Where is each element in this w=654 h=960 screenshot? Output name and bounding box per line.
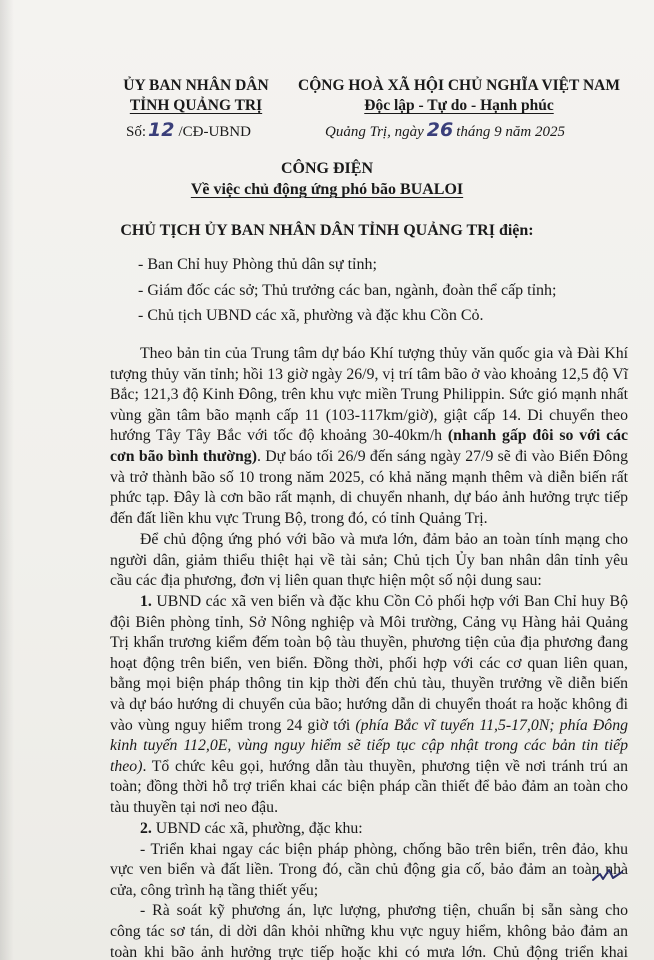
doc-number-suffix: /CĐ-UBND bbox=[178, 124, 251, 140]
document-number bbox=[126, 119, 251, 141]
text-run: hướng Tây Tây Bắc với tốc độ khoảng 30-40km/h bbox=[110, 427, 448, 445]
text-line: đến đất liền khu vực Trung Bộ, trong đó, có tỉnh Quảng Trị. bbox=[110, 509, 488, 527]
document-date bbox=[325, 119, 565, 141]
body-item-2 bbox=[110, 819, 628, 960]
text-line: người dân, giảm thiểu thiệt hại về tài sản; Chủ tịch Ủy ban nhân dân tỉnh yêu bbox=[110, 551, 628, 569]
text-line: Trị khẩn trương kiểm đếm toàn bộ tàu thuyền, phương tiện của địa phương đang bbox=[110, 634, 628, 652]
text-line: và dự báo hướng di chuyển của bão; hướng dẫn di chuyển thoát ra hoặc không đi bbox=[110, 695, 628, 713]
text-line bbox=[110, 426, 628, 447]
initials-mark bbox=[591, 866, 625, 884]
text-line: và trở thành bão số 10 trong năm 2025, có khả năng mạnh thêm và diễn biến rất bbox=[110, 468, 628, 486]
recipient-item: - Ban Chỉ huy Phòng thủ dân sự tỉnh; bbox=[138, 256, 377, 273]
bold-emphasis: cơn bão bình thường) bbox=[110, 447, 257, 465]
doc-number-handwritten: 12 bbox=[148, 119, 175, 141]
text-line bbox=[110, 819, 628, 840]
body-item-1 bbox=[110, 592, 628, 819]
document-subtitle-text: Về việc chủ động ứng phó bão BUALOI bbox=[190, 181, 464, 198]
text-line: đội Biên phòng tỉnh, Sở Nông nghiệp và Môi trường, Cảng vụ Hàng hải Quảng bbox=[110, 613, 628, 631]
republic-motto bbox=[282, 96, 636, 116]
text-line: - Rà soát kỹ phương án, lực lượng, phương tiện, chuẩn bị sẵn sàng cho bbox=[140, 902, 628, 920]
text-line bbox=[110, 757, 628, 778]
bold-emphasis: (nhanh gấp đôi so với các bbox=[447, 427, 628, 445]
text-line: tàu thuyền tại nơi neo đậu. bbox=[110, 798, 279, 816]
body-paragraph-forecast bbox=[110, 344, 628, 529]
text-run: . Dự báo tối 26/9 đến sáng ngày 27/9 sẽ đi vào Biển Đông bbox=[256, 447, 629, 465]
text-line: Bắc; 121,3 độ Kinh Đông, trên khu vực miền Trung Philippin. Sức gió mạnh nhất bbox=[110, 386, 628, 404]
recipient-item: - Giám đốc các sở; Thủ trưởng các ban, ngành, đoàn thể cấp tỉnh; bbox=[138, 282, 557, 299]
item-number: 2. bbox=[140, 820, 152, 837]
text-line: kinh tuyến 112,0E, vùng nguy hiểm sẽ tiếp tục cập nhật trong các bản tin tiếp bbox=[110, 737, 628, 755]
text-line: toàn khi bão ảnh hưởng trực tiếp hoặc khi có mưa lớn. Chủ động triển khai bbox=[110, 943, 628, 960]
doc-number-prefix: Số: bbox=[126, 124, 147, 140]
text-line: vùng gần tâm bão mạnh cấp 11 (103-117km/giờ), giật cấp 14. Di chuyển theo bbox=[110, 406, 628, 424]
text-run: vào vùng nguy hiểm trong 24 giờ tới bbox=[110, 716, 356, 734]
text-line bbox=[110, 447, 628, 468]
italic-note: (phía Bắc vĩ tuyến 11,5-17,0N; phía Đông bbox=[355, 716, 628, 734]
text-run: UBND các xã ven biển và đặc khu Cồn Cỏ phối hợp với Ban Chỉ huy Bộ bbox=[151, 593, 628, 610]
page-edge-shadow bbox=[0, 0, 14, 960]
text-line bbox=[110, 716, 628, 737]
body-paragraph-request bbox=[110, 530, 628, 592]
text-line: tượng thủy văn tỉnh; hồi 13 giờ ngày 26/9, vị trí tâm bão ở vào khoảng 12,5 độ Vĩ bbox=[110, 365, 628, 383]
text-line: cầu các địa phương, đơn vị liên quan thực hiện một số nội dung sau: bbox=[110, 572, 542, 590]
text-line: toàn; đồng thời hỗ trợ triển khai các biện pháp cần thiết để bảo đảm an toàn cho bbox=[110, 778, 628, 796]
item-number: 1. bbox=[140, 593, 152, 610]
italic-note: theo) bbox=[110, 757, 143, 775]
republic-title: CỘNG HOÀ XÃ HỘI CHỦ NGHĨA VIỆT NAM bbox=[298, 77, 620, 94]
text-line: - Triển khai ngay các biện pháp phòng, chống bão trên biển, trên đảo, khu bbox=[140, 840, 628, 858]
text-line: cửa, công trình hạ tầng thiết yếu; bbox=[110, 881, 319, 899]
date-day-handwritten: 26 bbox=[426, 119, 454, 141]
text-line: Để chủ động ứng phó với bão và mưa lớn, đảm bảo an toàn tính mạng cho bbox=[140, 531, 628, 548]
republic-motto-text: Độc lập - Tự do - Hạnh phúc bbox=[364, 97, 554, 114]
text-line: hoạt động trên biển, ven biển. Đồng thời, phối hợp với các cơ quan liên quan, bbox=[110, 654, 628, 672]
text-line: bằng mọi biện pháp thông tin kịp thời đến chủ tàu, thuyền trưởng về diễn biến bbox=[110, 675, 628, 693]
text-run: . Tổ chức kêu gọi, hướng dẫn tàu thuyền, phương tiện về nơi tránh trú an bbox=[142, 757, 628, 775]
text-line: vực ven biển và đất liền. Trong đó, cần chủ động gia cố, bảo đảm an toàn nhà bbox=[110, 861, 628, 879]
text-run: UBND các xã, phường, đặc khu: bbox=[151, 820, 363, 837]
text-line: phức tạp. Đây là cơn bão rất mạnh, di chuyển nhanh, dự báo ảnh hưởng trực tiếp bbox=[110, 489, 628, 507]
sender-line: CHỦ TỊCH ỦY BAN NHÂN DÂN TỈNH QUẢNG TRỊ điện: bbox=[120, 222, 534, 239]
org-name-line1: ỦY BAN NHÂN DÂN bbox=[123, 77, 269, 94]
text-line: công tác sơ tán, di dời dân khỏi những khu vực nguy hiểm, không bảo đảm an bbox=[110, 922, 628, 940]
document-subtitle bbox=[0, 181, 654, 199]
text-line bbox=[110, 592, 628, 613]
org-name-line2: TỈNH QUẢNG TRỊ bbox=[129, 97, 263, 114]
document-type-title: CÔNG ĐIỆN bbox=[280, 160, 373, 177]
recipient-item: - Chủ tịch UBND các xã, phường và đặc khu Cồn Cỏ. bbox=[138, 307, 484, 324]
text-line: Theo bản tin của Trung tâm dự báo Khí tượng thủy văn quốc gia và Đài Khí bbox=[140, 345, 628, 362]
date-suffix: tháng 9 năm 2025 bbox=[456, 124, 565, 140]
date-prefix: Quảng Trị, ngày bbox=[325, 124, 424, 140]
